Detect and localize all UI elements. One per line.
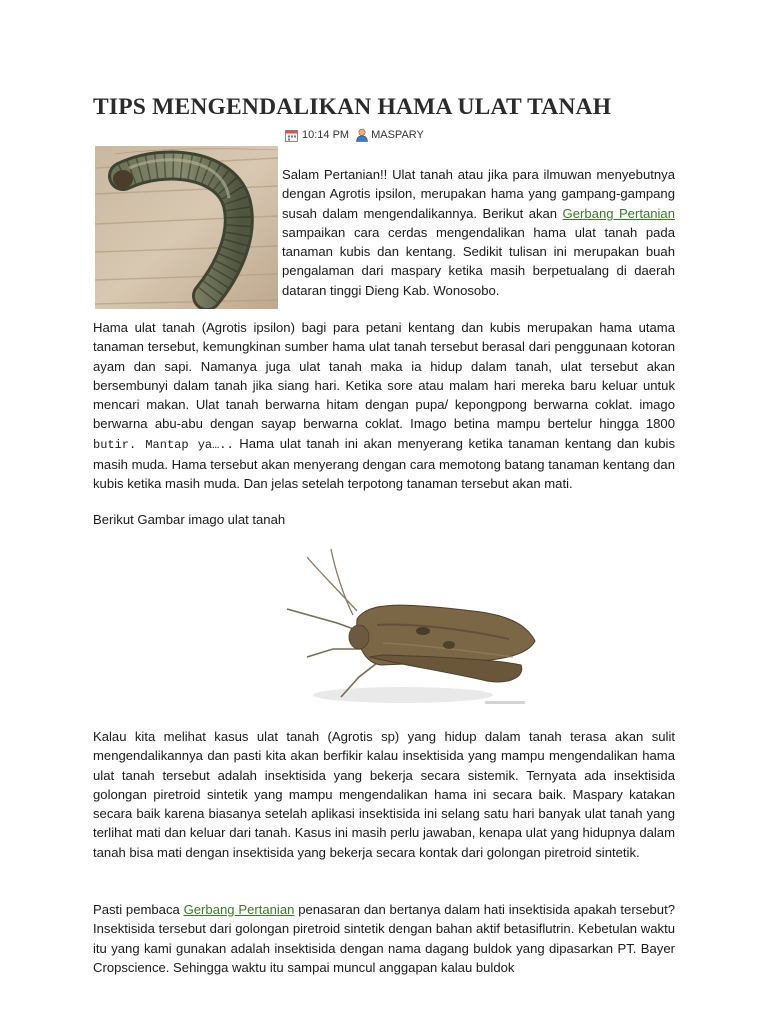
- lead-paragraph: [282, 165, 675, 300]
- para4-text-end: penasaran dan bertanya dalam hati insektisida apakah tersebut? Insektisida tersebut dari golongan piretroid sintetik dengan bahan aktif betasiflutrin. Kebetulan waktu itu yang kami gunakan adalah insektisida dengan nama dagang buldok yang dipasarkan PT. Bayer Cropscience. Sehingga waktu itu sampai muncul anggapan kalau buldok: [93, 902, 675, 975]
- para2-text-start: Hama ulat tanah (Agrotis ipsilon) bagi para petani kentang dan kubis merupakan hama utama tanaman tersebut, kemungkinan sumber hama ulat tanah tersebut berasal dari penggunaan kotoran ayam dan sapi. Namanya juga ulat tanah maka ia hidup dalam tanah, ulat tersebut akan bersembunyi dalam tanah jika siang hari. Ketika sore atau malam hari mereka baru keluar untuk mencari makan. Ulat tanah berwarna hitam dengan pupa/ kepongpong berwarna coklat. imago berwarna abu-abu dengan sayap berwarna coklat. Imago betina mampu bertelur hingga 1800: [93, 320, 675, 432]
- body-paragraph-2: [93, 318, 675, 494]
- article-title: TIPS MENGENDALIKAN HAMA ULAT TANAH: [93, 94, 612, 120]
- post-meta: [285, 128, 424, 142]
- para2-mono-fragment: butir. Mantap ya…..: [93, 437, 234, 452]
- calendar-icon: [285, 129, 298, 142]
- image-caption: Berikut Gambar imago ulat tanah: [93, 512, 286, 527]
- para4-text-start: Pasti pembaca: [93, 902, 184, 917]
- gerbang-pertanian-link-2[interactable]: Gerbang Pertanian: [183, 902, 295, 917]
- post-time: 10:14 PM: [302, 129, 350, 141]
- gerbang-pertanian-link[interactable]: Gerbang Pertanian: [562, 205, 675, 221]
- body-paragraph-3: Kalau kita melihat kasus ulat tanah (Agrotis sp) yang hidup dalam tanah terasa akan sulit mengendalikannya dan pasti kita akan berfikir kalau insektisida yang mampu mengendalikan hama ulat tanah tersebut adalah insektisida yang bekerja secara sistemik. Ternyata ada insektisida golongan piretroid sintetik yang mampu mengendalikan hama ini secara baik. Maspary katakan secara baik karena biasanya setelah aplikasi insektisida ini selang satu hari banyak ulat tanah yang terlihat mati dan keluar dari tanah. Kasus ini masih perlu jawaban, kenapa ulat yang hidupnya dalam tanah bisa mati dengan insektisida yang bekerja secara kontak dari golongan piretroid sintetik.: [93, 729, 675, 860]
- caterpillar-photo: [95, 146, 278, 309]
- lead-text-end: sampaikan cara cerdas mengendalikan hama ulat tanah pada tanaman kubis dan kentang. Sedikit tulisan ini merupakan buah pengalaman dari maspary ketika masih berpetualang di daerah dataran tinggi Dieng Kab. Wonosobo.: [282, 224, 675, 298]
- post-author[interactable]: MASPARY: [371, 129, 424, 141]
- body-paragraph-4: [93, 900, 675, 977]
- user-icon: [355, 128, 369, 142]
- lead-text-start: Salam Pertanian!! Ulat tanah atau jika para ilmuwan menyebutnya dengan Agrotis ipsilon, merupakan hama yang gampang-gampang susah dalam mengendalikannya. Berikut akan: [282, 167, 675, 221]
- para2-text-end: Hama ulat tanah ini akan menyerang ketika tanaman kentang dan kubis masih muda. Hama tersebut akan menyerang dengan cara memotong batang tanaman kentang dan kubis ketika masih muda. Dan jelas setelah terpotong tanaman tersebut akan mati.: [93, 435, 675, 492]
- moth-photo: [273, 545, 538, 710]
